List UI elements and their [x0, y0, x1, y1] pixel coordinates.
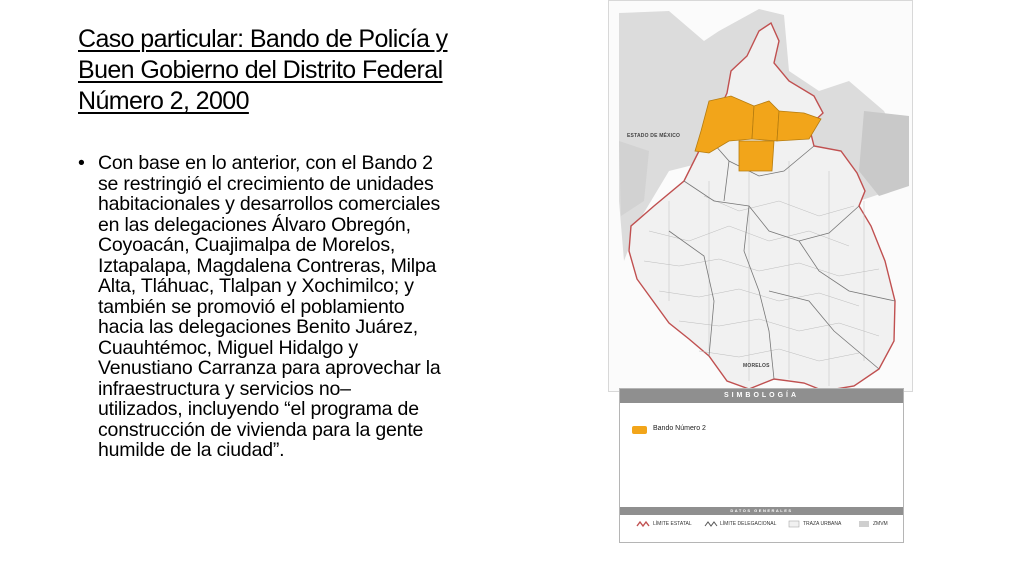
bullet-line: humilde de la ciudad”.: [98, 439, 285, 461]
title-line: Buen Gobierno del Distrito Federal: [78, 56, 443, 84]
bullet-line: también se promovió el poblamiento: [98, 295, 405, 318]
legend-footer-limite-estatal: LÍMITE ESTATAL: [653, 521, 692, 527]
zmvm-icon: [858, 520, 870, 528]
bullet-line: Con base en lo anterior, con el Bando 2: [98, 152, 433, 174]
bullet-line: hacia las delegaciones Benito Juárez,: [98, 316, 418, 338]
bullet-line: Cuauhtémoc, Miguel Hidalgo y: [98, 336, 358, 359]
cuauhtemoc-area: [752, 101, 779, 141]
bullet-line: habitacionales y desarrollos comerciales: [98, 193, 441, 215]
legend-footer-limite-delegacional: LÍMITE DELEGACIONAL: [720, 521, 777, 527]
map-label-morelos: MORELOS: [743, 363, 770, 369]
legend-header: SIMBOLOGÍA: [620, 389, 903, 403]
legend-sub-header: DATOS GENERALES: [620, 507, 903, 515]
bullet-line: Alta, Tláhuac, Tlalpan y Xochimilco; y: [98, 275, 414, 297]
bullet-line: Venustiano Carranza para aprovechar la: [98, 357, 441, 379]
urban-trace-icon: [788, 520, 800, 528]
bullet-line: utilizados, incluyendo “el programa de: [98, 398, 419, 420]
bullet-line: en las delegaciones Álvaro Obregón,: [98, 213, 411, 236]
bullet-dot-icon: •: [78, 152, 85, 174]
legend-swatch-icon: [632, 426, 647, 434]
benito-juarez-area: [739, 141, 774, 171]
legend-footer: [636, 520, 896, 530]
map-label-estado-de-mexico: ESTADO DE MÉXICO: [627, 133, 681, 139]
delegation-limit-icon: [704, 520, 718, 528]
bullet-line: Iztapalapa, Magdalena Contreras, Milpa: [98, 254, 437, 277]
bullet-line: se restringió el crecimiento de unidades: [98, 172, 434, 195]
legend-footer-zmvm: ZMVM: [873, 521, 888, 527]
legend-footer-traza-urbana: TRAZA URBANA: [803, 521, 842, 527]
title-line: Número 2, 2000: [78, 87, 249, 115]
mexico-city-map: [609, 1, 914, 393]
bullet-line: construcción de vivienda para la gente: [98, 418, 424, 441]
bullet-line: infraestructura y servicios no–: [98, 377, 351, 400]
map-image: [608, 0, 913, 392]
bullet-list: [78, 153, 528, 461]
map-legend: [619, 388, 904, 543]
title-line: Caso particular: Bando de Policía y: [78, 25, 448, 53]
slide-title: [78, 24, 548, 117]
bullet-line: Coyoacán, Cuajimalpa de Morelos,: [98, 234, 396, 256]
state-limit-icon: [636, 520, 650, 528]
bullet-item: [78, 153, 528, 461]
legend-item-label: Bando Número 2: [653, 425, 706, 432]
